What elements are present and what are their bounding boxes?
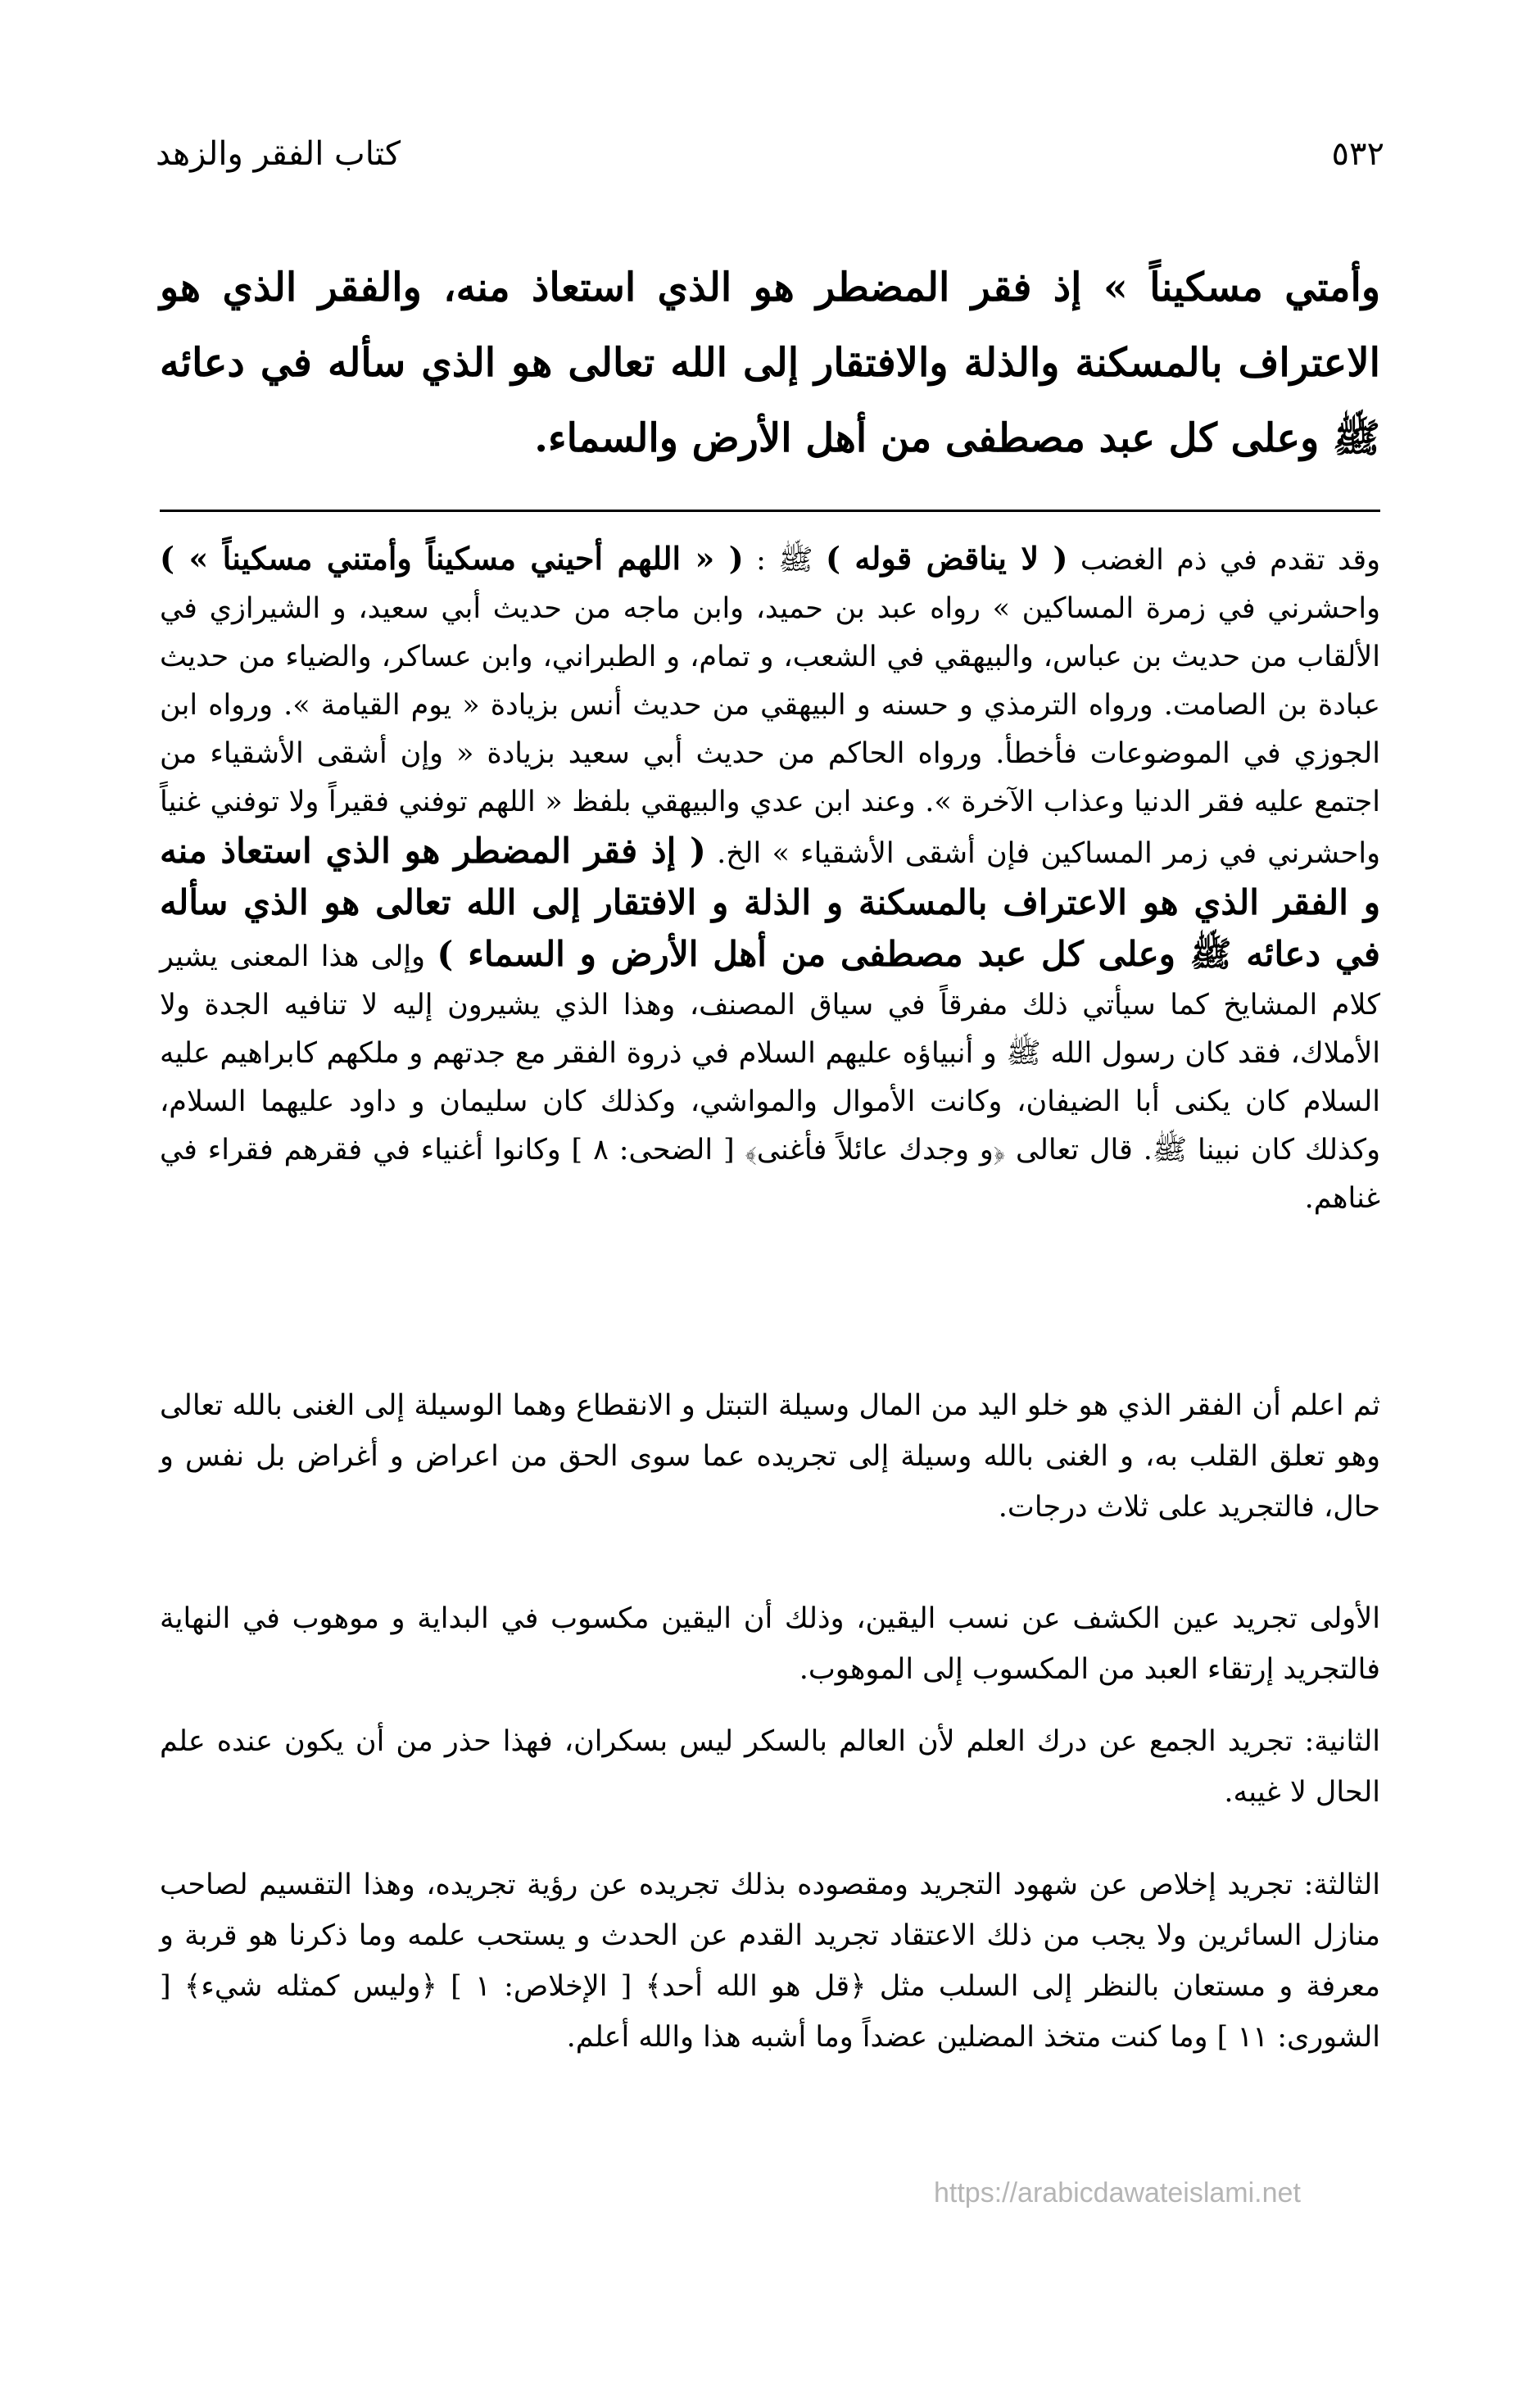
section-third-degree (160, 1860, 1380, 2063)
section-second-degree-text: الثانية: تجريد الجمع عن درك العلم لأن العالم بالسكر ليس بسكران، فهذا حذر من أن يكون عنده علم الحال لا غيبه. (160, 1725, 1380, 1809)
footnote-hadith-sources: واحشرني في زمرة المساكين » رواه عبد بن حميد، وابن ماجه من حديث أبي سعيد، و الشيرازي في الألقاب من حديث بن عباس، والبيهقي في الشعب، و تمام، و الطبراني، وابن عساكر، والضياء من حديث عبادة بن الصامت. ورواه الترمذي و حسنه و البيهقي من حديث أنس بزيادة « يوم القيامة ». ورواه ابن الجوزي في الموضوعات فأخطأ. ورواه الحاكم من حديث أبي سعيد بزيادة « وإن أشقى الأشقياء من اجتمع عليه فقر الدنيا وعذاب الآخرة ». وعند ابن عدي والبيهقي بلفظ « اللهم توفني فقيراً ولا توفني غنياً واحشرني في زمر المساكين فإن أشقى الأشقياء » الخ. (160, 592, 1380, 870)
footnote-commentary (160, 534, 1380, 1223)
footnote-quote-3: ( إذ فقر المضطر هو الذي استعاذ منه و الفقر الذي هو الاعتراف بالمسكنة و الذلة و الافتقار إلى الله تعالى هو الذي سأله في دعائه ﷺ وعلى كل عبد مصطفى من أهل الأرض و السماء ) (160, 831, 1380, 974)
footnote-explanation: وإلى هذا المعنى يشير كلام المشايخ كما سيأتي ذلك مفرقاً في سياق المصنف، وهذا الذي يشيرون إليه لا تنافيه الجدة ولا الأملاك، فقد كان رسول الله ﷺ و أنبياؤه عليهم السلام في ذروة الفقر مع جدتهم و ملكهم كابراهيم عليه السلام كان يكنى أبا الضيفان، وكانت الأموال والمواشي، وكذلك كان سليمان و داود عليهما السلام، وكذلك كان نبينا ﷺ. قال تعالى ﴿و وجدك عائلاً فأغنى﴾ [ الضحى: ٨ ] وكانوا أغنياء في فقرهم فقراء في غناهم. (160, 940, 1380, 1215)
section-second-degree (160, 1716, 1380, 1818)
watermark-url: https://arabicdawateislami.net (934, 2177, 1301, 2209)
section-intro (160, 1380, 1380, 1533)
main-text: وأمتي مسكيناً » إذ فقر المضطر هو الذي استعاذ منه، والفقر الذي هو الاعتراف بالمسكنة والذلة والافتقار إلى الله تعالى هو الذي سأله في دعائه ﷺ وعلى كل عبد مصطفى من أهل الأرض والسماء. (160, 265, 1380, 461)
footnote-divider (160, 510, 1380, 512)
page-number: ٥٣٢ (1331, 135, 1384, 173)
section-first-degree (160, 1593, 1380, 1695)
footnote-salutation: ﷺ : (756, 544, 813, 577)
page-header (156, 135, 1384, 193)
section-third-degree-text: الثالثة: تجريد إخلاص عن شهود التجريد ومقصوده بذلك تجريده عن رؤية تجريده، وهذا التقسيم لصاحب منازل السائرين ولا يجب من ذلك الاعتقاد تجريد القدم عن الحدث و يستحب علمه وما ذكرنا هو قربة و معرفة و مستعان بالنظر إلى السلب مثل ﴿قل هو الله أحد﴾ [ الإخلاص: ١ ] ﴿وليس كمثله شيء﴾ [ الشورى: ١١ ] وما كنت متخذ المضلين عضداً وما أشبه هذا والله أعلم. (160, 1869, 1380, 2054)
section-first-degree-text: الأولى تجريد عين الكشف عن نسب اليقين، وذلك أن اليقين مكسوب في البداية و موهوب في النهاية فالتجريد إرتقاء العبد من المكسوب إلى الموهوب. (160, 1602, 1380, 1686)
section-intro-text: ثم اعلم أن الفقر الذي هو خلو اليد من المال وسيلة التبتل و الانقطاع وهما الوسيلة إلى الغنى بالله تعالى وهو تعلق القلب به، و الغنى بالله وسيلة إلى تجريده عما سوى الحق من اعراض و أغراض بل نفس و حال، فالتجريد على ثلاث درجات. (160, 1389, 1380, 1524)
footnote-quote-2: ( « اللهم أحيني مسكيناً وأمتني مسكيناً » ) (160, 540, 744, 577)
running-title: كتاب الفقر والزهد (156, 135, 401, 173)
footnote-quote-1: ( لا يناقض قوله ) (825, 540, 1068, 577)
footnote-intro: وقد تقدم في ذم الغضب (1080, 544, 1380, 577)
